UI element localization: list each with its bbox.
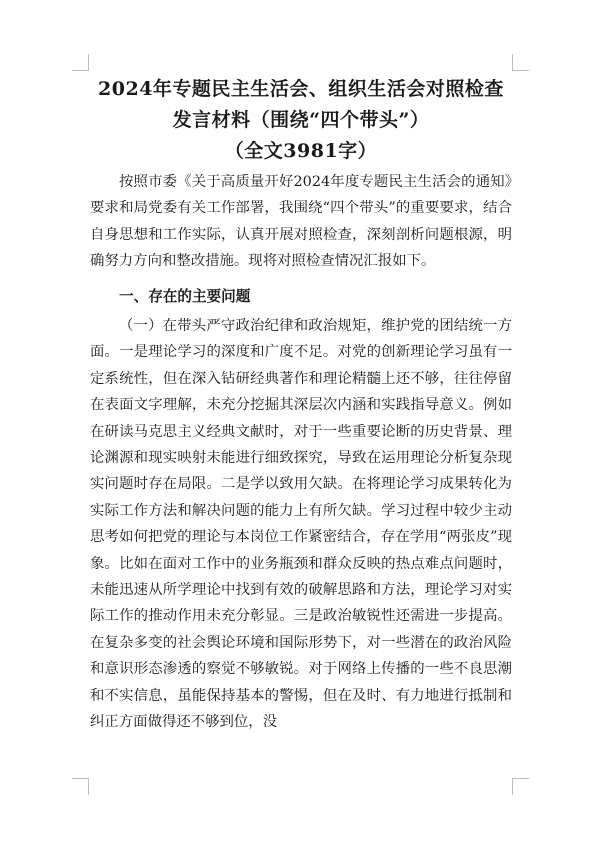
document-title-word-count: （全文3981字） [224,140,378,162]
crop-mark-top-left [72,54,89,71]
intro-paragraph: 按照市委《关于高质量开好2024年度专题民主生活会的通知》要求和局党委有关工作部署，我围绕“四个带头”的重要要求，结合自身思想和工作实际，认真开展对照检查，深刻剖析问题根源，明确努力方向和整改措施。现将对照检查情况汇报如下。 [90,174,512,270]
crop-mark-top-right [512,54,529,71]
crop-mark-bottom-left [72,778,89,795]
body-paragraph: （一）在带头严守政治纪律和政治规矩，维护党的团结统一方面。一是理论学习的深度和广度不足。对党的创新理论学习虽有一定系统性，但在深入钻研经典著作和理论精髓上还不够，往往停留在表面文字理解，未充分挖掘其深层次内涵和实践指导意义。例如在研读马克思主义经典文献时，对于一些重要论断的历史背景、理论渊源和现实映射未能进行细致探究，导致在运用理论分析复杂现实问题时存在局限。二是学以致用欠缺。在将理论学习成果转化为实际工作方法和解决问题的能力上有所欠缺。学习过程中较少主动思考如何把党的理论与本岗位工作紧密结合，存在学用“两张皮”现象。比如在面对工作中的业务瓶颈和群众反映的热点难点问题时，未能迅速从所学理论中找到有效的破解思路和方法，理论学习对实际工作的推动作用未充分彰显。三是政治敏锐性还需进一步提高。在复杂多变的社会舆论环境和国际形势下，对一些潜在的政治风险和意识形态渗透的察觉不够敏锐。对于网络上传播的一些不良思潮和不实信息，虽能保持基本的警惕，但在及时、有力地进行抵制和纠正方面做得还不够到位，没 [90,318,512,731]
section-heading: 一、存在的主要问题 [119,288,251,305]
document-title-line-2: 发言材料（围绕“四个带头”） [172,109,430,131]
crop-mark-bottom-right [512,778,529,795]
document-title-line-1: 2024年专题民主生活会、组织生活会对照检查 [98,78,504,100]
